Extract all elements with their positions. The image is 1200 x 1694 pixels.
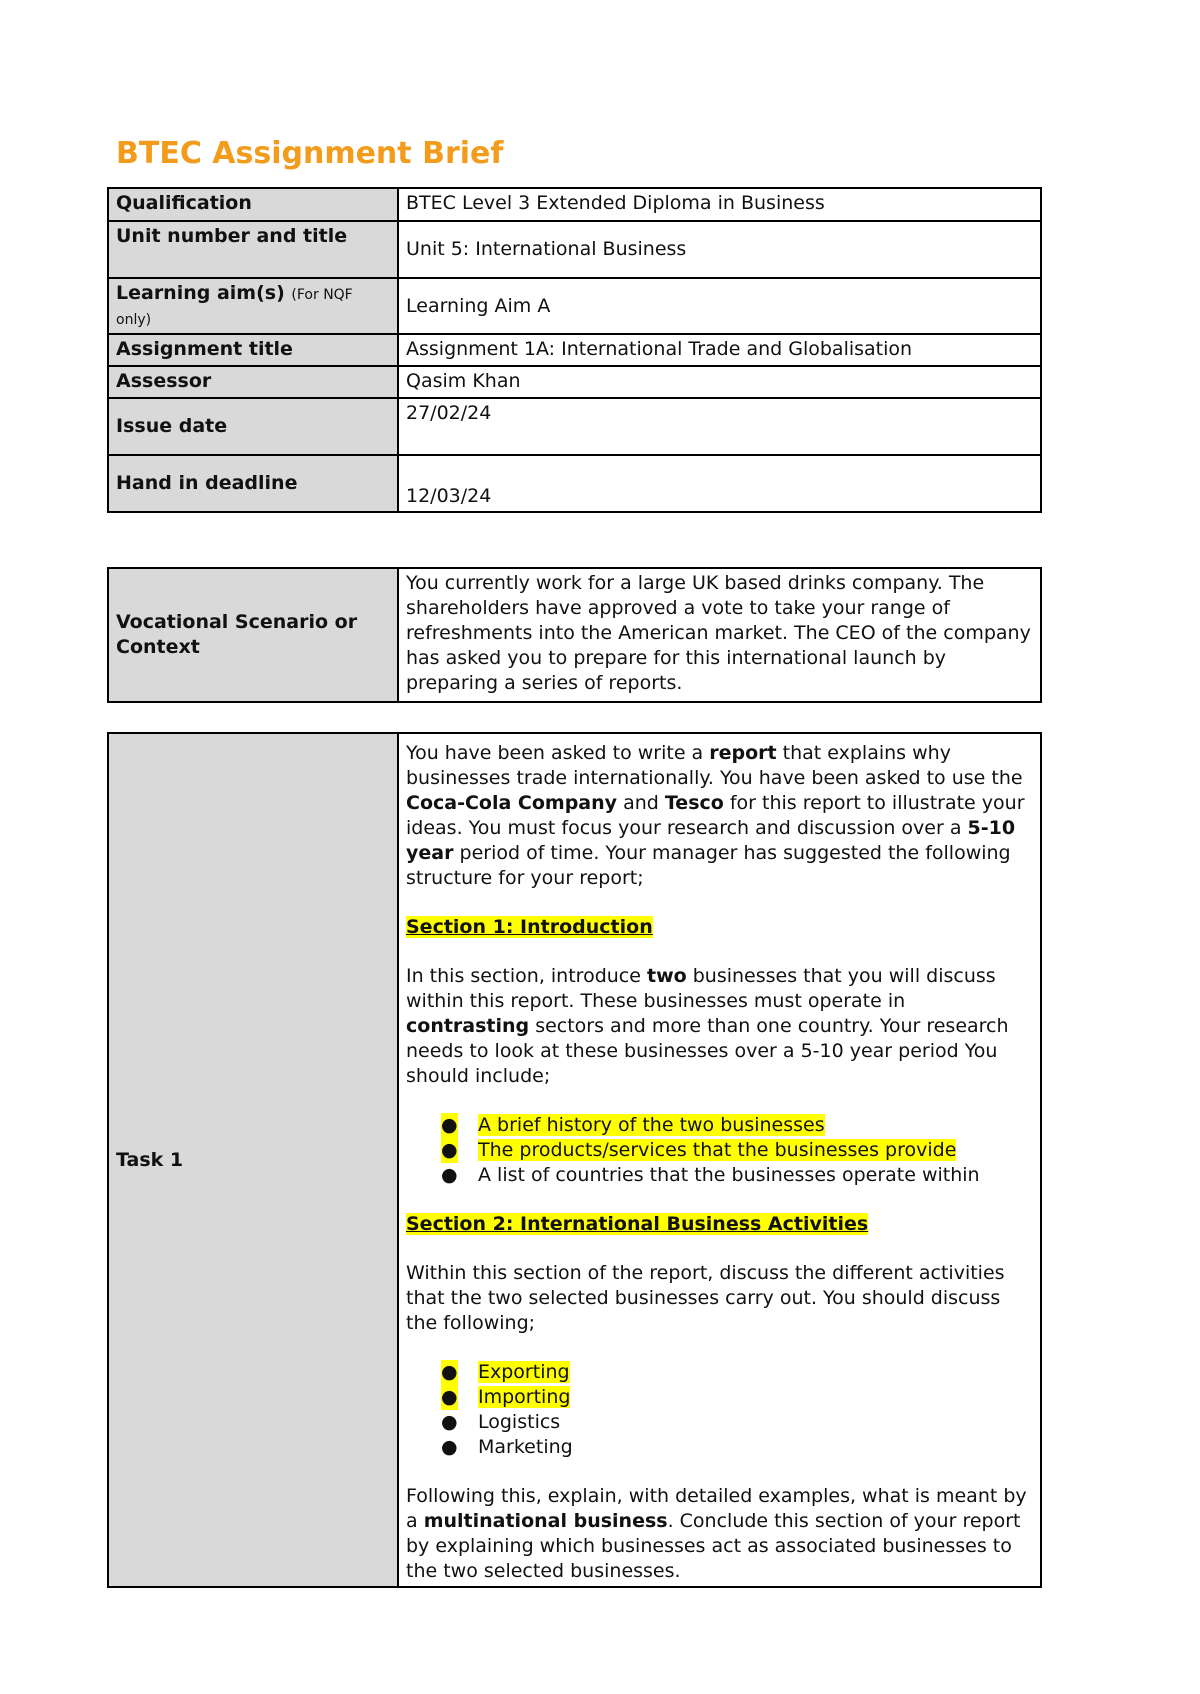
bullet-icon: ●: [441, 1164, 458, 1186]
bullet-icon: ●: [441, 1139, 458, 1161]
scenario-row: [108, 568, 1041, 702]
task-table: [107, 732, 1042, 1588]
task1-label: Task 1: [108, 733, 398, 1587]
s2-text-1: Following this, explain, with detailed examples, what is meant by a: [406, 1485, 1027, 1532]
section2-bullet-list: [406, 1360, 1034, 1460]
intro-bold-coca-cola: Coca-Cola Company: [406, 792, 618, 814]
bullet-item: [441, 1113, 1034, 1138]
deadline-label: Hand in deadline: [108, 455, 398, 512]
section1-heading: Section 1: Introduction: [406, 916, 653, 938]
intro-text-1: You have been asked to write a: [406, 742, 710, 764]
issue-date-label: Issue date: [108, 398, 398, 455]
intro-text-3: and: [617, 792, 665, 814]
section1-bullet-list: [406, 1113, 1034, 1188]
unit-row: [108, 221, 1041, 278]
assessor-row: [108, 366, 1041, 398]
assessor-label: Assessor: [108, 366, 398, 398]
bullet-text: Exporting: [478, 1361, 570, 1383]
s1-bold-contrasting: contrasting: [406, 1015, 530, 1037]
assignment-title-value: Assignment 1A: International Trade and Globalisation: [398, 334, 1041, 366]
s2-bold-multinational: multinational business: [423, 1510, 668, 1532]
intro-text-4: for this report to illustrate your ideas. You must focus your research and discussion over a: [406, 792, 1025, 839]
assignment-title-row: [108, 334, 1041, 366]
section2-heading-line: [406, 1212, 1034, 1237]
intro-text-2: that explains why businesses trade internationally. You have been asked to use the: [406, 742, 1023, 789]
s2-text-2: . Conclude this section of your report by explaining which businesses act as associated businesses to the two selected businesses.: [406, 1510, 1021, 1582]
bullet-item: [441, 1163, 1034, 1188]
learning-aim-row: [108, 278, 1041, 334]
assignment-title-label: Assignment title: [108, 334, 398, 366]
section2-paragraph-2: [406, 1484, 1034, 1584]
scenario-label: Vocational Scenario or Context: [108, 568, 398, 702]
section1-heading-line: [406, 915, 1034, 940]
bullet-icon: ●: [441, 1361, 458, 1383]
learning-aim-label-text: Learning aim(s): [116, 282, 285, 304]
bullet-text: A list of countries that the businesses operate within: [478, 1164, 980, 1186]
intro-bold-tesco: Tesco: [664, 792, 724, 814]
issue-date-row: [108, 398, 1041, 455]
intro-bold-period: 5-10 year: [406, 817, 1016, 864]
section1-paragraph: [406, 964, 1034, 1089]
bullet-text: A brief history of the two businesses: [478, 1114, 825, 1136]
bullet-item: [441, 1385, 1034, 1410]
section2-paragraph: Within this section of the report, discuss the different activities that the two selected businesses carry out. You should discuss the following;: [406, 1262, 1005, 1334]
page-title: BTEC Assignment Brief: [116, 136, 504, 171]
issue-date-value: 27/02/24: [398, 398, 1041, 455]
learning-aim-label: [108, 278, 398, 334]
scenario-table: [107, 567, 1042, 703]
bullet-text: Marketing: [478, 1436, 573, 1458]
unit-value: Unit 5: International Business: [398, 221, 1041, 278]
bullet-text: Logistics: [478, 1411, 561, 1433]
bullet-icon: ●: [441, 1114, 458, 1136]
task1-content: [398, 733, 1041, 1587]
bullet-item: [441, 1410, 1034, 1435]
learning-aim-note: (For NQF only): [116, 287, 353, 328]
s1-bold-two: two: [646, 965, 687, 987]
scenario-text: You currently work for a large UK based drinks company. The shareholders have approved a vote to take your range of refreshments into the American market. The CEO of the company has asked you to prepare for this international launch by preparing a series of reports.: [398, 568, 1041, 702]
s1-text-2: businesses that you will discuss within this report. These businesses must operate in: [406, 965, 996, 1012]
s1-text-3: sectors and more than one country. Your research needs to look at these businesses over a 5-10 year period You should include;: [406, 1015, 1009, 1087]
unit-label: Unit number and title: [108, 221, 398, 278]
intro-bold-report: report: [709, 742, 777, 764]
assessor-value: Qasim Khan: [398, 366, 1041, 398]
intro-text-5: period of time. Your manager has suggested the following structure for your report;: [406, 842, 1011, 889]
learning-aim-value: Learning Aim A: [398, 278, 1041, 334]
bullet-text: The products/services that the businesses provide: [478, 1139, 957, 1161]
bullet-text: Importing: [478, 1386, 571, 1408]
bullet-icon: ●: [441, 1436, 458, 1458]
deadline-row: [108, 455, 1041, 512]
task1-intro: [406, 741, 1034, 891]
qualification-row: [108, 188, 1041, 221]
task1-row: [108, 733, 1041, 1587]
bullet-icon: ●: [441, 1411, 458, 1433]
assignment-info-table: [107, 187, 1042, 513]
bullet-icon: ●: [441, 1386, 458, 1408]
s1-text-1: In this section, introduce: [406, 965, 647, 987]
qualification-value: BTEC Level 3 Extended Diploma in Business: [398, 188, 1041, 221]
deadline-value: 12/03/24: [398, 455, 1041, 512]
section2-heading: Section 2: International Business Activities: [406, 1213, 869, 1235]
bullet-item: [441, 1435, 1034, 1460]
bullet-item: [441, 1138, 1034, 1163]
bullet-item: [441, 1360, 1034, 1385]
qualification-label: Qualification: [108, 188, 398, 221]
